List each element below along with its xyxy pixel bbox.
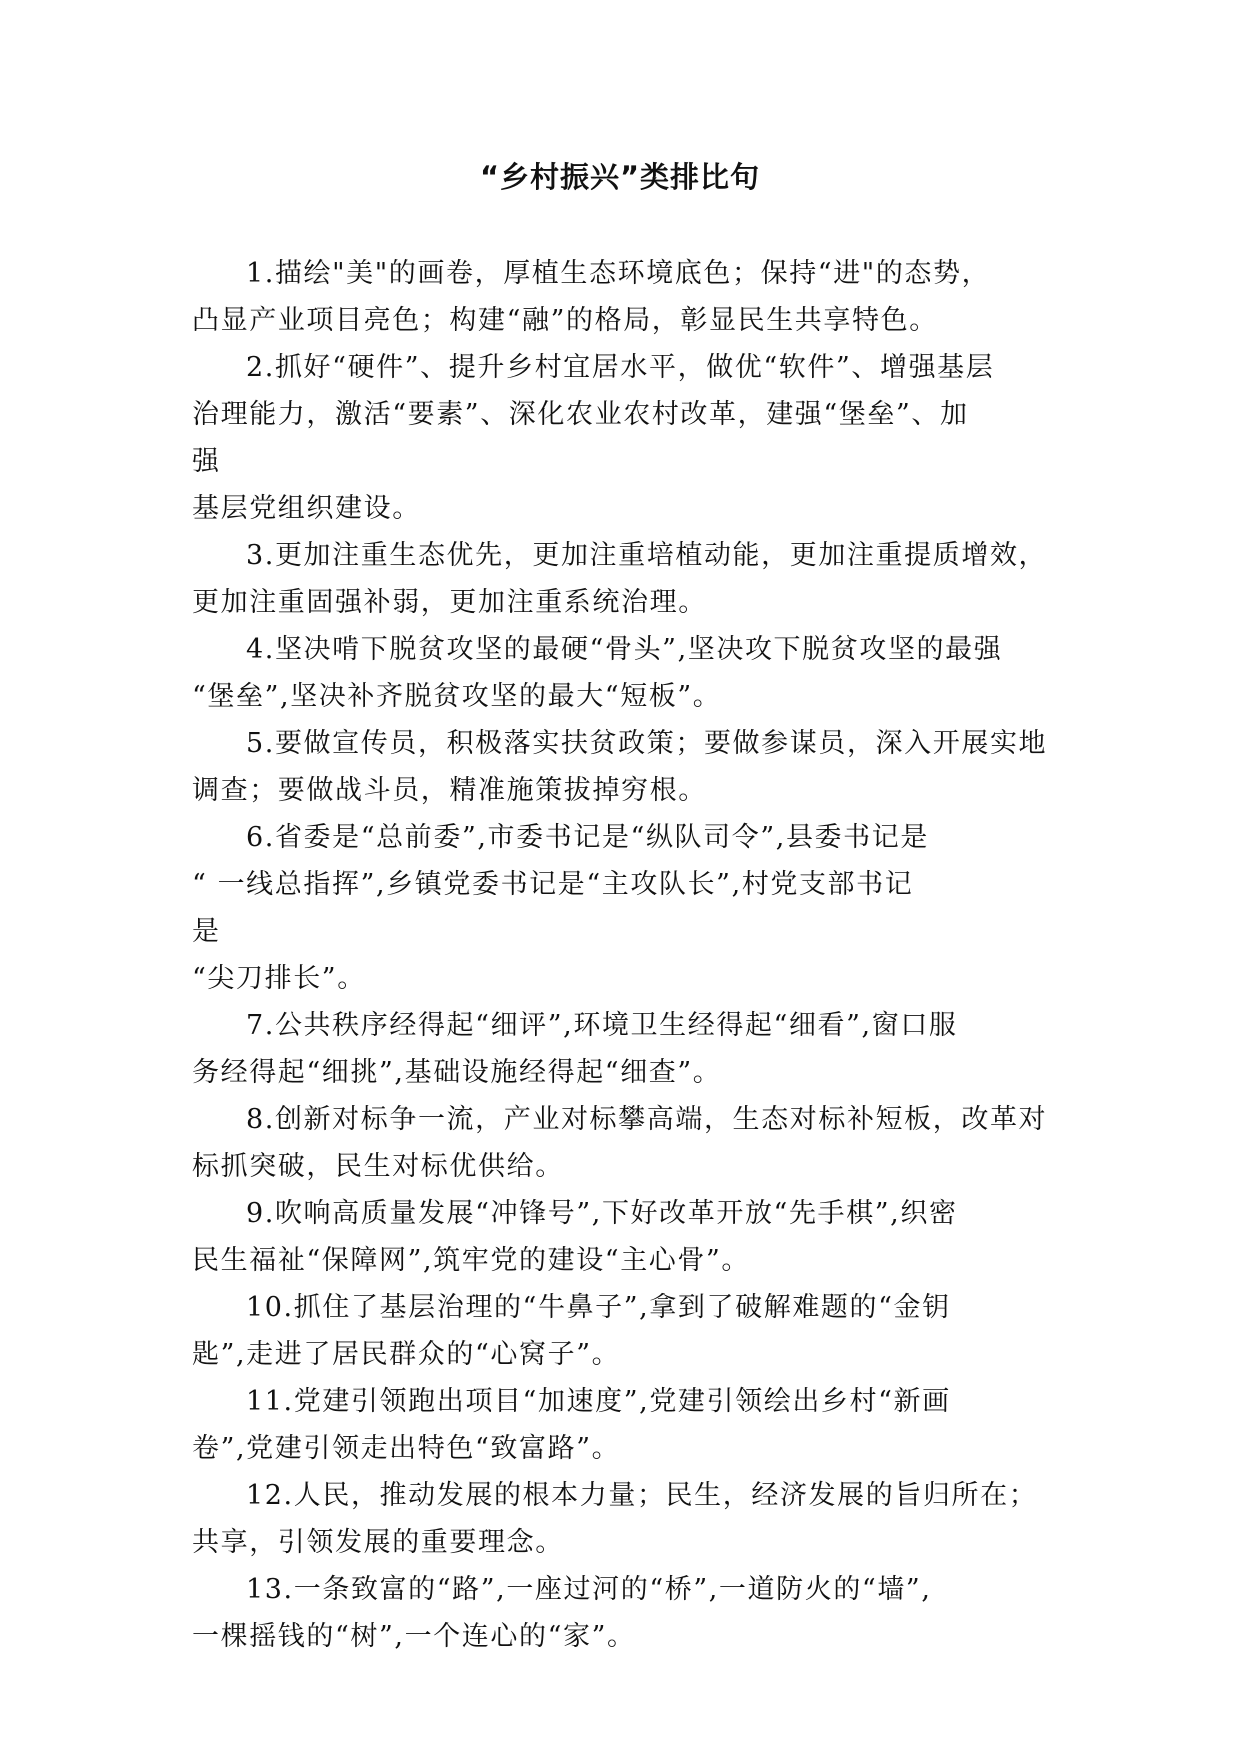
paragraph-line: 标抓突破，民生对标优供给。 <box>192 1151 564 1182</box>
paragraph-3 <box>192 532 1062 626</box>
paragraph-4 <box>192 626 1062 720</box>
paragraph-5 <box>192 720 1062 814</box>
page-title: “乡村振兴”类排比句 <box>479 160 761 194</box>
paragraph-6 <box>192 814 1062 1002</box>
paragraph-line: 强 <box>192 446 221 477</box>
paragraph-11 <box>192 1378 1062 1472</box>
paragraph-line: 2.抓好“硬件”、提升乡村宜居水平，做优“软件”、增强基层 <box>246 352 995 383</box>
paragraph-line: 更加注重固强补弱，更加注重系统治理。 <box>192 587 707 618</box>
paragraph-line: 3.更加注重生态优先，更加注重培植动能，更加注重提质增效， <box>246 540 1048 571</box>
paragraph-line: 10.抓住了基层治理的“牛鼻子”,拿到了破解难题的“金钥 <box>246 1292 951 1323</box>
paragraph-line: 匙”,走进了居民群众的“心窝子”。 <box>192 1339 621 1370</box>
paragraph-line: 8.创新对标争一流，产业对标攀高端，生态对标补短板，改革对 <box>246 1104 1048 1135</box>
paragraph-line: 务经得起“细挑”,基础设施经得起“细查”。 <box>192 1057 722 1088</box>
paragraph-line: 民生福祉“保障网”,筑牢党的建设“主心骨”。 <box>192 1245 750 1276</box>
paragraph-13 <box>192 1566 1062 1660</box>
paragraph-line: 9.吹响高质量发展“冲锋号”,下好改革开放“先手棋”,织密 <box>246 1198 958 1229</box>
paragraph-line: “堡垒”,坚决补齐脱贫攻坚的最大“短板”。 <box>192 681 722 712</box>
paragraph-line: 1.描绘"美"的画卷，厚植生态环境底色；保持“进"的态势， <box>246 258 991 289</box>
paragraph-line: 是 <box>192 916 221 947</box>
paragraph-line: 一棵摇钱的“树”,一个连心的“家”。 <box>192 1621 636 1652</box>
paragraph-line: 13.一条致富的“路”,一座过河的“桥”,一道防火的“墙”, <box>246 1574 932 1605</box>
paragraph-line: 7.公共秩序经得起“细评”,环境卫生经得起“细看”,窗口服 <box>246 1010 958 1041</box>
paragraph-line: 4.坚决啃下脱贫攻坚的最硬“骨头”,坚决攻下脱贫攻坚的最强 <box>246 634 1003 665</box>
paragraph-line: 凸显产业项目亮色；构建“融”的格局，彰显民生共享特色。 <box>192 305 938 336</box>
paragraph-10 <box>192 1284 1062 1378</box>
paragraph-line: 调查；要做战斗员，精准施策拔掉穷根。 <box>192 775 707 806</box>
paragraph-12 <box>192 1472 1062 1566</box>
paragraph-line: 5.要做宣传员，积极落实扶贫政策；要做参谋员，深入开展实地 <box>246 728 1048 759</box>
paragraph-line: 11.党建引领跑出项目“加速度”,党建引领绘出乡村“新画 <box>246 1386 951 1417</box>
paragraph-line: “尖刀排长”。 <box>192 963 366 994</box>
paragraph-line: 12.人民，推动发展的根本力量；民生，经济发展的旨归所在； <box>246 1480 1038 1511</box>
paragraph-7 <box>192 1002 1062 1096</box>
paragraph-2 <box>192 344 1062 532</box>
paragraph-line: 基层党组织建设。 <box>192 493 421 524</box>
paragraph-line: 治理能力，激活“要素”、深化农业农村改革，建强“堡垒”、加 <box>192 399 969 430</box>
paragraph-line: “ 一线总指挥”,乡镇党委书记是“主攻队长”,村党支部书记 <box>192 869 914 900</box>
document-body <box>192 250 1062 1660</box>
paragraph-line: 6.省委是“总前委”,市委书记是“纵队司令”,县委书记是 <box>246 822 929 853</box>
paragraph-1 <box>192 250 1062 344</box>
paragraph-8 <box>192 1096 1062 1190</box>
paragraph-line: 卷”,党建引领走出特色“致富路”。 <box>192 1433 621 1464</box>
paragraph-line: 共享，引领发展的重要理念。 <box>192 1527 564 1558</box>
paragraph-9 <box>192 1190 1062 1284</box>
